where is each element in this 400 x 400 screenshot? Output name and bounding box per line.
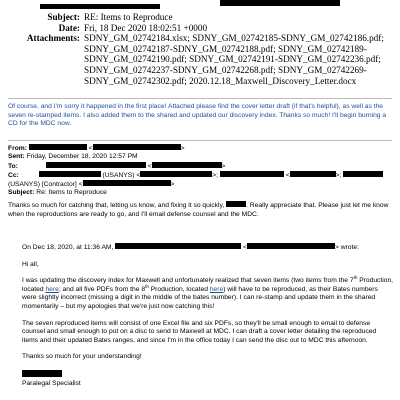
quote-paragraph-2: The seven reproduced items will consist of one Excel file and six PDFs, so they'll be small enough to email to defense counsel and small enough to put on a disc to send to Maxwell at MDC. I can draft a cover letter detailing the reproduced items and their updated Bates ranges, and since I'm in the office today I can send the disc out to MDC this afternoon.	[22, 319, 377, 344]
sent-row	[8, 153, 392, 161]
signature	[22, 370, 394, 388]
cc-contractor: (USANYS) [Contractor]	[8, 181, 77, 189]
quote-intro: On Dec 18, 2020, at 11:36 AM, < > wrote:	[22, 244, 359, 251]
subject-value: RE: Items to Reproduce	[84, 12, 173, 22]
date-row	[0, 23, 400, 34]
fwd-subject-row	[8, 189, 392, 197]
redaction-bar	[226, 201, 246, 207]
subject-row	[0, 12, 400, 23]
sent-label: Sent:	[8, 153, 25, 161]
redaction-bar	[290, 171, 336, 177]
redaction-bar	[247, 243, 335, 249]
redaction-bar	[220, 171, 284, 177]
attachment-line[interactable]: SDNY_GM_02742237-SDNY_GM_02742268.pdf; SDNY_GM_02742269-	[84, 64, 367, 75]
sent-value: Friday, December 18, 2020 12:57 PM	[26, 153, 138, 161]
attachments-label: Attachments:	[26, 33, 80, 44]
forward-body: Thanks so much for catching that, letting us know, and fixing it so quickly, . Really appreciate that. Please just let me know when the reproductions are ready to go, and I'll email defense counsel and the MDC.	[8, 202, 389, 218]
quote-thanks: Thanks so much for your understanding!	[22, 353, 142, 361]
redaction-bar	[39, 171, 101, 177]
quote-greeting: Hi all,	[22, 260, 39, 268]
quoted-message	[22, 243, 394, 388]
redaction-bar	[140, 171, 212, 177]
subject-label: Subject:	[47, 12, 80, 22]
email-header	[0, 12, 400, 86]
from-row: From: < >	[8, 145, 185, 152]
signature-title: Paralegal Specialist	[22, 379, 81, 387]
cc-label: Cc:	[8, 171, 19, 179]
here-link[interactable]: here	[45, 285, 59, 293]
attachments-row	[0, 33, 400, 86]
attachment-line[interactable]: SDNY_GM_02742302.pdf; 2020.12.18_Maxwell_Discovery_Letter.docx	[84, 75, 357, 86]
forwarded-header	[8, 144, 392, 198]
cc-row: Cc: (USANYS) < >; < >;	[8, 171, 392, 180]
date-value: Fri, 18 Dec 2020 18:02:51 +0000	[84, 22, 208, 33]
attachment-line[interactable]: SDNY_GM_02742184.xlsx; SDNY_GM_02742185-SDNY_GM_02742186.pdf;	[84, 33, 384, 44]
attachment-line[interactable]: SDNY_GM_02742190.pdf; SDNY_GM_02742191-SDNY_GM_02742236.pdf;	[84, 54, 381, 65]
here-link[interactable]: here	[209, 285, 224, 293]
divider	[8, 98, 392, 99]
redaction-bar	[343, 171, 383, 177]
redaction-bar	[115, 243, 241, 249]
redaction-bar	[93, 144, 181, 150]
attachment-line[interactable]: SDNY_GM_02742187-SDNY_GM_02742188.pdf; SDNY_GM_02742189-	[84, 43, 367, 54]
quote-paragraph-1: I was updating the discovery index for Maxwell and unfortunately realized that seven items (two items from the 7th Production, located here; and all five PDFs from the 8th Production, located here) will have to be reproduced, as their Bates numbers were slightly incorrect (missing a digit in the middle of the bates number). I can re-stamp and update them in the shared momentarily – but my apologies that we're just now catching this!	[22, 274, 394, 310]
fwd-subject-value: Re: Items to Reproduce	[36, 189, 107, 197]
fwd-subject-label: Subject:	[8, 189, 35, 197]
cc-usanys: (USANYS)	[102, 171, 135, 179]
redaction-bar	[40, 4, 160, 9]
redaction-bar	[22, 370, 62, 377]
redaction-bar	[220, 0, 340, 6]
redaction-bar	[83, 180, 171, 186]
attachments-list	[84, 33, 400, 86]
divider	[8, 140, 392, 141]
redaction-bar	[46, 162, 146, 168]
date-label: Date:	[58, 22, 80, 33]
to-row: To: < >	[8, 162, 226, 170]
redaction-bar	[152, 162, 222, 168]
reply-text: Of course, and I'm sorry it happened in the first place! Attached please find the cover letter draft (if that's helpful), as well as the seven re-stamped items. I also added them to the shared and updated our discovery index. Thanks so much! I'll begin burning a CD for the MDC now.	[8, 103, 387, 128]
cc-row-2: (USANYS) [Contractor] < >	[8, 181, 175, 189]
from-label: From:	[8, 145, 27, 152]
redaction-bar	[29, 144, 87, 150]
to-label: To:	[8, 162, 18, 170]
